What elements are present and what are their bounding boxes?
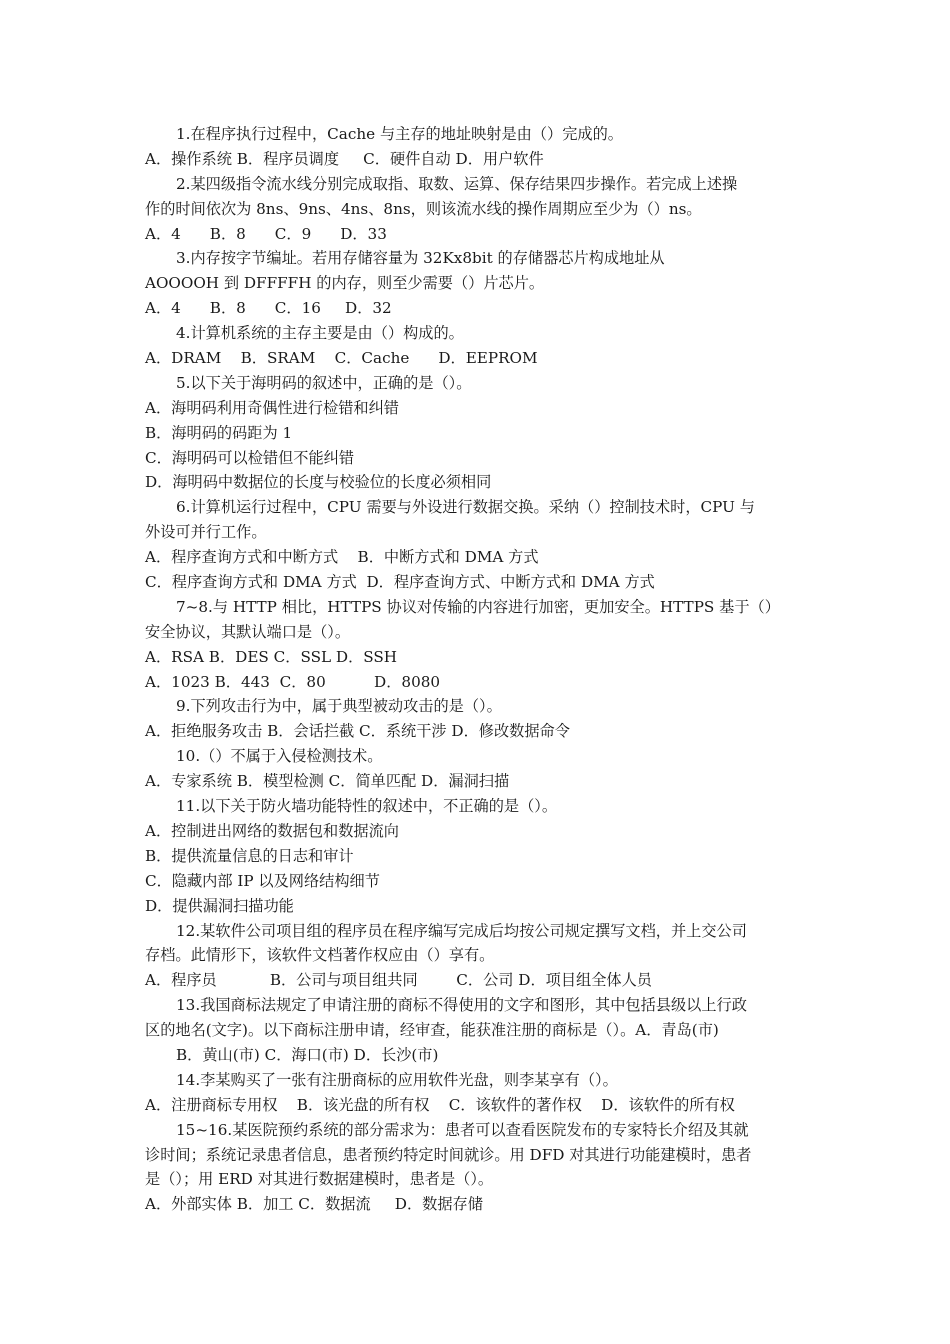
text-line: A．拒绝服务攻击 B．会话拦截 C．系统干涉 D．修改数据命令 xyxy=(145,722,570,741)
text-line: C．海明码可以检错但不能纠错 xyxy=(145,448,355,467)
question-line: 13.我国商标法规定了申请注册的商标不得使用的文字和图形，其中包括县级以上行政 xyxy=(176,996,747,1015)
question-line: 7~8.与 HTTP 相比，HTTPS 协议对传输的内容进行加密，更加安全。HTTPS 基于（） xyxy=(176,597,780,616)
text-line: 诊时间；系统记录患者信息，患者预约特定时间就诊。用 DFD 对其进行功能建模时，患者 xyxy=(145,1145,752,1164)
question-line: 6.计算机运行过程中，CPU 需要与外设进行数据交换。采纳（）控制技术时，CPU 与 xyxy=(176,498,755,517)
text-line: C．程序查询方式和 DMA 方式 D．程序查询方式、中断方式和 DMA 方式 xyxy=(145,573,655,592)
question-line: B．黄山(市) C．海口(市) D．长沙(市) xyxy=(176,1045,439,1064)
text-line: B．提供流量信息的日志和审计 xyxy=(145,846,354,865)
question-line: 4.计算机系统的主存主要是由（）构成的。 xyxy=(176,324,464,343)
question-line: 3.内存按字节编址。若用存储容量为 32Kx8bit 的存储器芯片构成地址从 xyxy=(176,249,665,268)
question-line: 14.李某购买了一张有注册商标的应用软件光盘，则李某享有（）。 xyxy=(176,1070,618,1089)
question-line: 12.某软件公司项目组的程序员在程序编写完成后均按公司规定撰写文档，并上交公司 xyxy=(176,921,747,940)
text-line: A．RSA B．DES C．SSL D．SSH xyxy=(145,647,398,666)
text-line: 区的地名(文字)。以下商标注册申请，经审查，能获准注册的商标是（）。A．青岛(市) xyxy=(145,1021,719,1040)
text-line: A．程序查询方式和中断方式 B．中断方式和 DMA 方式 xyxy=(145,548,539,567)
text-line: A．4 B．8 C．16 D．32 xyxy=(145,299,392,318)
question-line: 10.（）不属于入侵检测技术。 xyxy=(176,747,383,766)
question-line: 1.在程序执行过程中，Cache 与主存的地址映射是由（）完成的。 xyxy=(176,125,623,143)
text-line: D．海明码中数据位的长度与校验位的长度必须相同 xyxy=(145,473,492,492)
question-line: 11.以下关于防火墙功能特性的叙述中，不正确的是（）。 xyxy=(176,797,558,816)
text-line: AOOOOH 到 DFFFFH 的内存，则至少需要（）片芯片。 xyxy=(145,274,545,293)
text-line: A．1023 B．443 C．80 D．8080 xyxy=(145,672,441,691)
text-line: A．外部实体 B．加工 C．数据流 D．数据存储 xyxy=(145,1195,483,1214)
question-line: 9.下列攻击行为中，属于典型被动攻击的是（）。 xyxy=(176,697,502,716)
text-line: A．注册商标专用权 B．该光盘的所有权 C．该软件的著作权 D．该软件的所有权 xyxy=(145,1095,735,1114)
text-line: 安全协议，其默认端口是（）。 xyxy=(145,622,351,641)
text-line: 外设可并行工作。 xyxy=(145,523,267,542)
text-line: B．海明码的码距为 1 xyxy=(145,423,293,442)
text-line: 存档。此情形下，该软件文档著作权应由（）享有。 xyxy=(145,946,495,965)
question-list xyxy=(145,122,810,1217)
text-line: A．海明码利用奇偶性进行检错和纠错 xyxy=(145,398,399,417)
text-line: A．操作系统 B．程序员调度 C．硬件自动 D．用户软件 xyxy=(145,149,544,168)
text-line: 作的时间依次为 8ns、9ns、4ns、8ns，则该流水线的操作周期应至少为（）ns。 xyxy=(145,199,702,218)
text-line: A．4 B．8 C．9 D．33 xyxy=(145,224,387,243)
text-line: 是（）；用 ERD 对其进行数据建模时，患者是（）。 xyxy=(145,1170,494,1189)
text-line: A．程序员 B．公司与项目组共同 C．公司 D．项目组全体人员 xyxy=(145,971,652,990)
text-line: D．提供漏洞扫描功能 xyxy=(145,896,294,915)
text-line: C．隐藏内部 IP 以及网络结构细节 xyxy=(145,871,380,890)
question-line: 5.以下关于海明码的叙述中，正确的是（）。 xyxy=(176,373,472,392)
text-line: A．控制进出网络的数据包和数据流向 xyxy=(145,821,399,840)
question-line: 15~16.某医院预约系统的部分需求为：患者可以查看医院发布的专家特长介绍及其就 xyxy=(176,1120,749,1139)
text-line: A．专家系统 B．模型检测 C．简单匹配 D．漏洞扫描 xyxy=(145,772,510,791)
text-line: A．DRAM B．SRAM C．Cache D．EEPROM xyxy=(145,349,538,368)
question-line: 2.某四级指令流水线分别完成取指、取数、运算、保存结果四步操作。若完成上述操 xyxy=(176,174,738,193)
